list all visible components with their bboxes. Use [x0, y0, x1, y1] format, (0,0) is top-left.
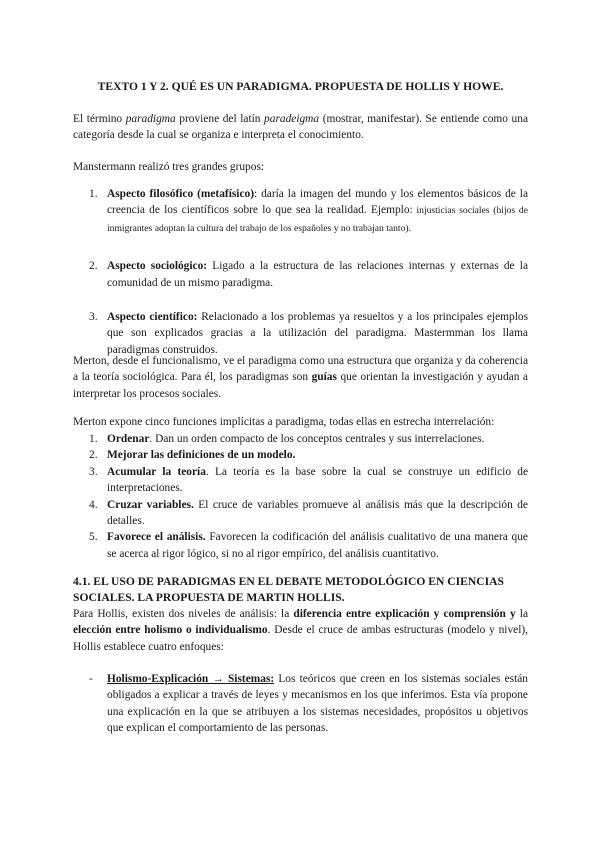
group-item — [73, 309, 528, 358]
function-item — [73, 529, 528, 562]
merton-text-a: Merton, desde el funcionalismo, ve el paradigma como una estructura que organiza y da coherencia a la teoría sociológica. Para él, los paradigmas son — [73, 355, 528, 384]
functions-intro: Merton expone cinco funciones implícitas a paradigma, todas ellas en estrecha interrelación: — [73, 416, 495, 428]
group-label: Aspecto sociológico: — [107, 260, 208, 273]
intro-paragraph — [73, 111, 528, 144]
item-number: 3. — [89, 465, 98, 478]
term-paradeigma: paradeigma — [264, 113, 320, 125]
intro-text-b: proviene del latín — [175, 113, 265, 125]
group-example: injusticias sociales (hijos de inmigrantes adoptan la cultura del trabajo de los españoles y no trabajan tanto). — [107, 205, 528, 234]
hollis-bold-2: elección entre holismo o individualismo — [73, 624, 268, 637]
item-number: 4. — [89, 498, 98, 511]
page-title: TEXTO 1 Y 2. QUÉ ES UN PARADIGMA. PROPUESTA DE HOLLIS Y HOWE. — [97, 80, 504, 93]
item-number: 3. — [89, 311, 98, 324]
hollis-bold-1: diferencia entre explicación y comprensión y — [293, 608, 516, 620]
approach-text: Los teóricos que creen en los sistemas sociales están obligados a explicar a través de leyes y mecanismos en los que inferimos. Esta vía propone una explicación en la que se atribuyen a los sistemas necesidades, propósitos u objetivos que explican el comportamiento de las personas. — [107, 673, 529, 735]
group-label: Aspecto filosófico (metafísico) — [107, 188, 255, 200]
function-item — [73, 431, 528, 447]
approaches-list — [73, 671, 528, 737]
groups-intro: Manstermann realizó tres grandes grupos: — [73, 161, 265, 173]
group-text: : daría la imagen del mundo y los elementos básicos de la creencia de los científicos sobre lo que sea la realidad. Ejemplo: — [107, 188, 528, 217]
item-dash: - — [89, 673, 93, 685]
hollis-paragraph — [73, 606, 528, 655]
function-text: El cruce de variables promueve al análisis más que la descripción de detalles. — [107, 498, 528, 528]
item-number: 2. — [89, 260, 98, 273]
merton-bold: guías — [311, 371, 337, 384]
hollis-text-b: la — [515, 608, 529, 620]
intro-text-a: El término — [73, 113, 126, 125]
function-label: Favorece el análisis. — [107, 531, 206, 544]
functions-list — [73, 431, 528, 562]
item-number: 1. — [89, 188, 98, 200]
term-paradigma: paradigma — [125, 113, 176, 125]
section-heading: 4.1. EL USO DE PARADIGMAS EN EL DEBATE METODOLÓGICO EN CIENCIAS SOCIALES. LA PROPUESTA DE MARTIN HOLLIS. — [73, 575, 504, 604]
function-label: Mejorar las definiciones de un modelo. — [107, 449, 296, 462]
function-label: Acumular la teoría — [107, 465, 206, 478]
function-label: Ordenar — [107, 433, 150, 445]
function-item — [73, 447, 528, 463]
merton-paragraph — [73, 353, 528, 402]
item-number: 2. — [89, 449, 98, 462]
group-item — [73, 258, 528, 291]
item-number: 1. — [89, 433, 98, 445]
hollis-text-a: Para Hollis, existen dos niveles de análisis: la — [73, 608, 294, 620]
group-text: Relacionado a los problemas ya resueltos y a los principales ejemplos que son explicados gracias a la utilización del paradigma. Mastermman los llama paradigmas construidos. — [107, 311, 528, 356]
approach-item — [73, 671, 528, 737]
intro-text-c: (mostrar, manifestar). Se entiende como una categoría desde la cual se organiza e interpreta el conocimiento. — [73, 113, 528, 142]
function-item — [73, 497, 528, 530]
group-item — [73, 186, 528, 237]
function-item — [73, 464, 528, 497]
group-text: Ligado a la estructura de las relaciones internas y externas de la comunidad de un mismo paradigma. — [107, 260, 528, 289]
function-text: . La teoría es la base sobre la cual se construye un edificio de interpretaciones. — [107, 465, 528, 495]
merton-text-b: que orientan la investigación y ayudan a interpretar los procesos sociales. — [73, 371, 528, 400]
function-label: Cruzar variables. — [107, 498, 194, 511]
function-text: . Dan un orden compacto de los conceptos centrales y sus interrelaciones. — [149, 433, 485, 445]
group-label: Aspecto científico: — [107, 311, 198, 324]
function-text: Favorecen la codificación del análisis cualitativo de una manera que se acerca al rigor lógico, si no al rigor empírico, del análisis cuantitativo. — [107, 531, 528, 560]
groups-list — [73, 186, 528, 358]
item-number: 5. — [89, 531, 98, 544]
hollis-text-c: . Desde el cruce de ambas estructuras (modelo y nivel), Hollis establece cuatro enfoques: — [73, 624, 528, 653]
approach-label: Holismo-Explicación → Sistemas: — [107, 673, 275, 685]
